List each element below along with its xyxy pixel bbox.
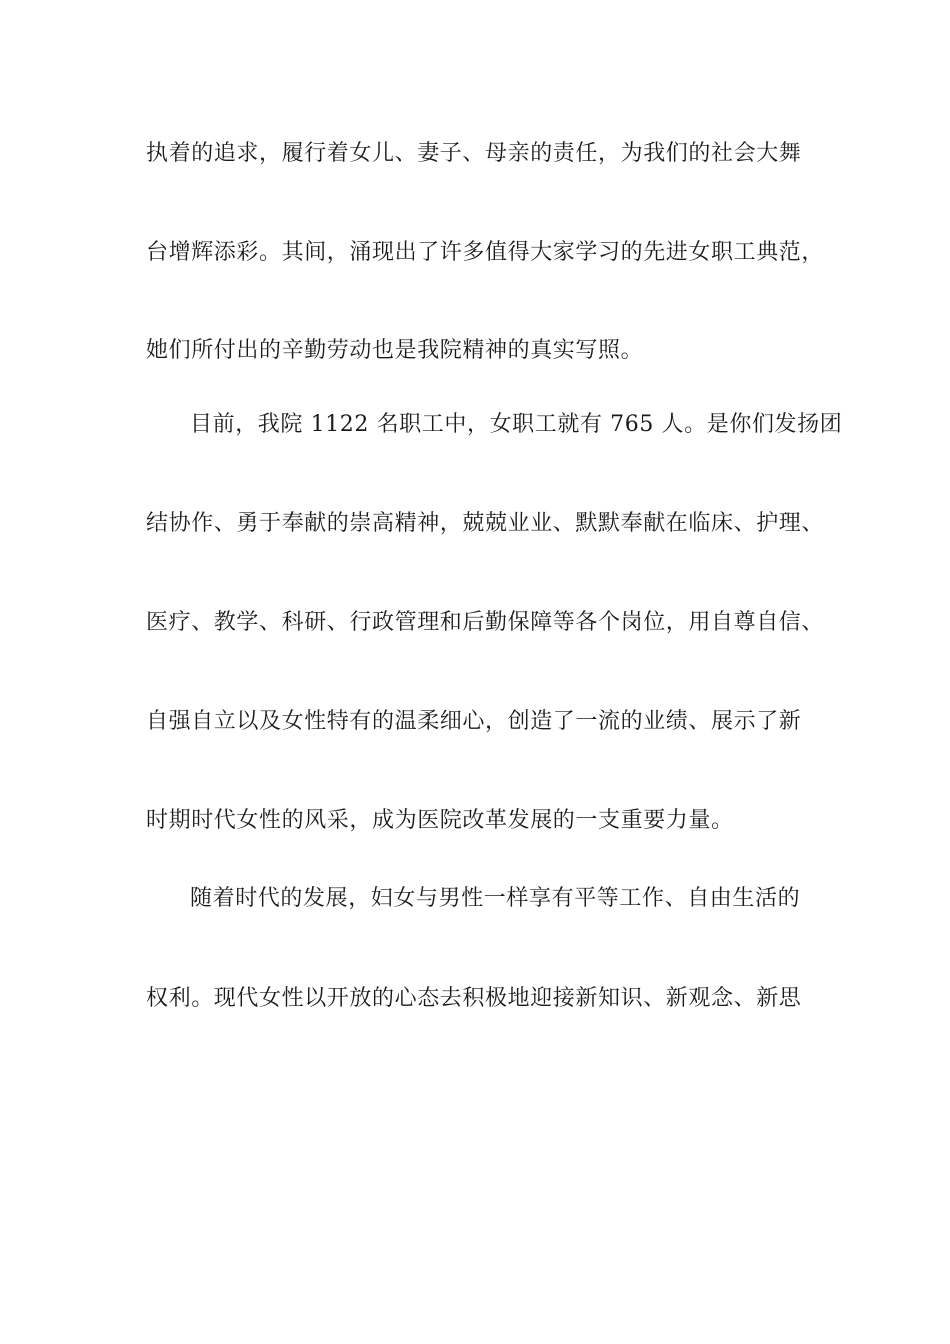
- text-line: 时期时代女性的风采，成为医院改革发展的一支重要力量。: [146, 808, 734, 833]
- text-line: 医疗、教学、科研、行政管理和后勤保障等各个岗位，用自尊自信、: [146, 610, 825, 635]
- text-line: 台增辉添彩。其间，涌现出了许多值得大家学习的先进女职工典范，: [146, 240, 825, 265]
- text-line: 权利。现代女性以开放的心态去积极地迎接新知识、新观念、新思: [146, 986, 802, 1011]
- text-line: 她们所付出的辛勤劳动也是我院精神的真实写照。: [146, 338, 644, 363]
- text-line: 自强自立以及女性特有的温柔细心，创造了一流的业绩、展示了新: [146, 709, 802, 734]
- paragraph-first-line: 随着时代的发展，妇女与男性一样享有平等工作、自由生活的: [190, 886, 801, 911]
- paragraph-first-line: 目前，我院 1122 名职工中，女职工就有 765 人。是你们发扬团: [190, 412, 843, 437]
- text-line: 结协作、勇于奉献的崇高精神，兢兢业业、默默奉献在临床、护理、: [146, 511, 825, 536]
- text-line: 执着的追求，履行着女儿、妻子、母亲的责任，为我们的社会大舞: [146, 141, 802, 166]
